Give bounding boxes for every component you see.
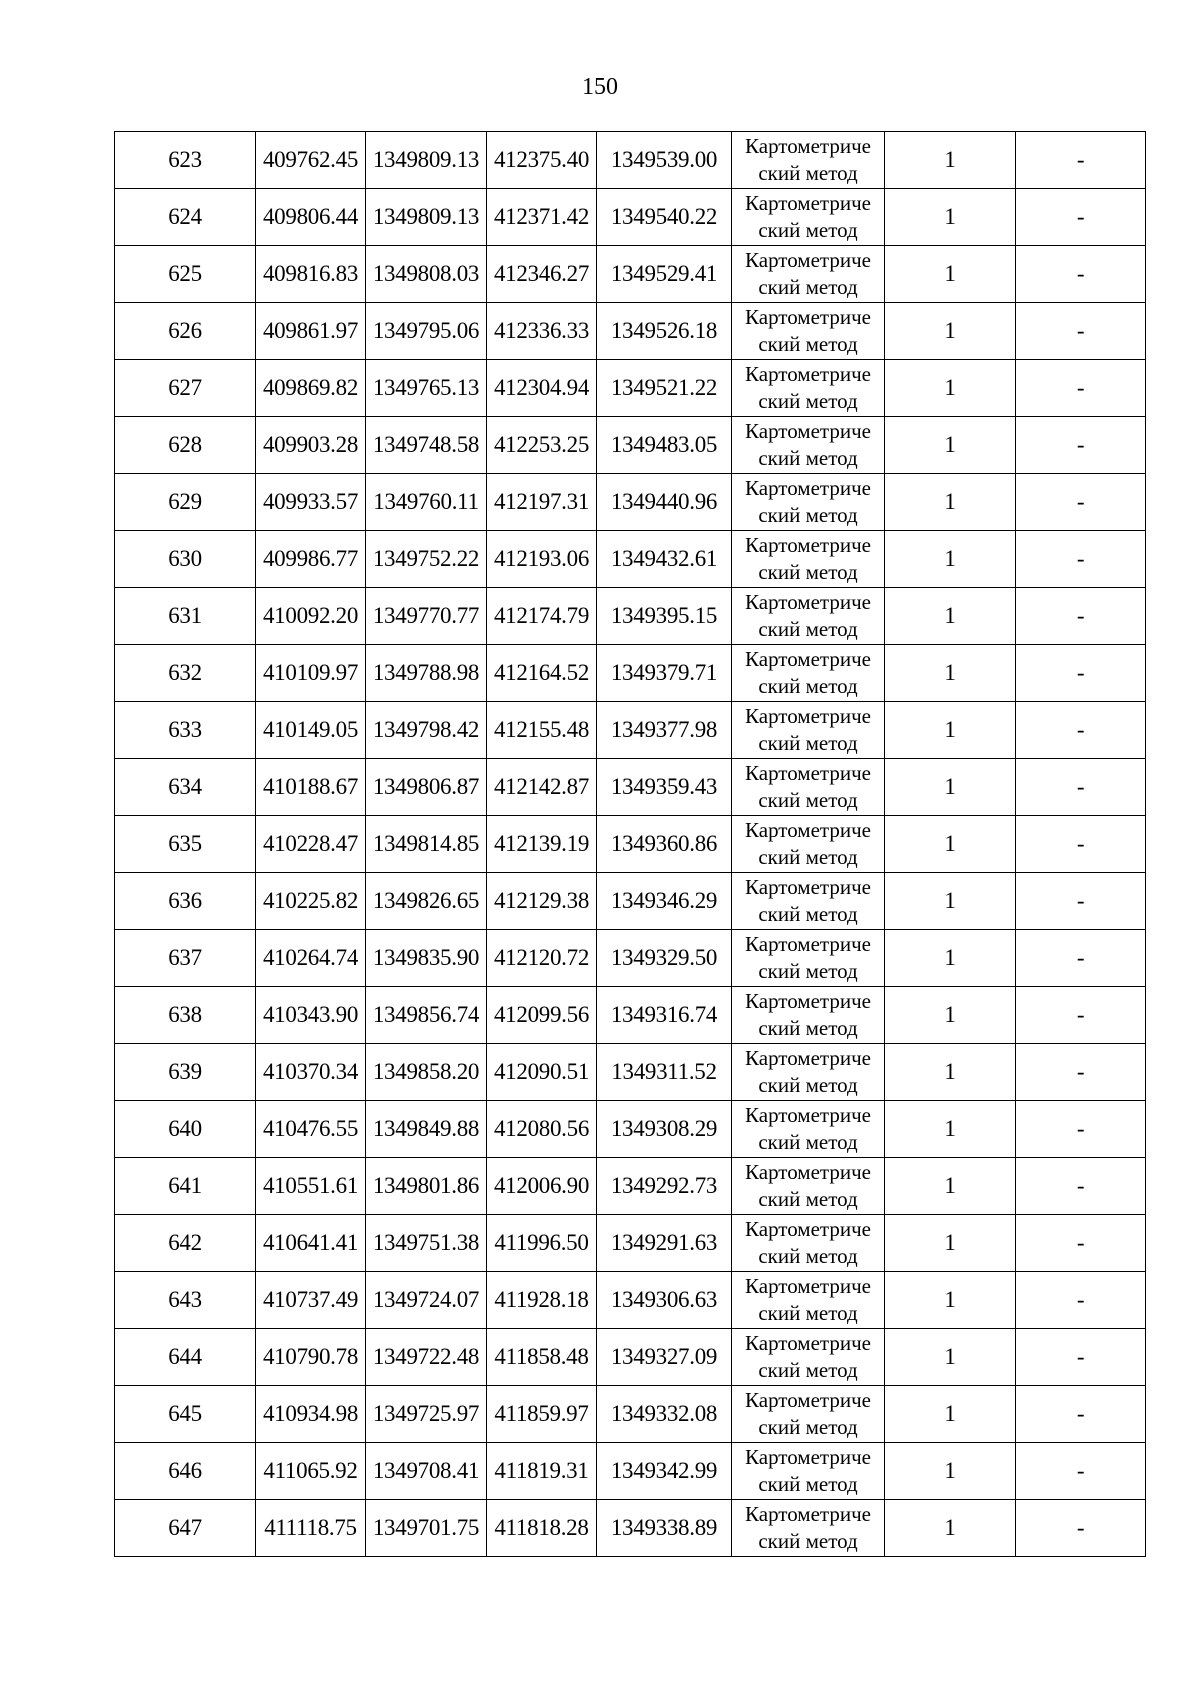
method-text-line-2: ский метод [758, 1073, 858, 1097]
accuracy-cell: 1 [885, 930, 1016, 987]
accuracy-cell: 1 [885, 588, 1016, 645]
method-text-line-1: Картометриче [745, 191, 871, 215]
accuracy-cell: 1 [885, 189, 1016, 246]
note-cell: - [1016, 1044, 1146, 1101]
y1-coordinate-cell: 1349826.65 [366, 873, 487, 930]
method-cell [732, 1386, 885, 1443]
x2-coordinate-cell: 412129.38 [487, 873, 597, 930]
y1-coordinate-cell: 1349801.86 [366, 1158, 487, 1215]
method-text-line-2: ский метод [758, 1187, 858, 1211]
note-cell: - [1016, 645, 1146, 702]
x2-coordinate-cell: 412253.25 [487, 417, 597, 474]
y2-coordinate-cell: 1349338.89 [597, 1500, 732, 1557]
accuracy-cell: 1 [885, 702, 1016, 759]
note-cell: - [1016, 873, 1146, 930]
x1-coordinate-cell: 410934.98 [256, 1386, 366, 1443]
method-cell [732, 1443, 885, 1500]
y1-coordinate-cell: 1349752.22 [366, 531, 487, 588]
table-row [115, 132, 1146, 189]
y1-coordinate-cell: 1349725.97 [366, 1386, 487, 1443]
method-cell [732, 873, 885, 930]
method-cell [732, 246, 885, 303]
method-text-line-1: Картометриче [745, 362, 871, 386]
y2-coordinate-cell: 1349395.15 [597, 588, 732, 645]
x1-coordinate-cell: 409861.97 [256, 303, 366, 360]
x1-coordinate-cell: 409869.82 [256, 360, 366, 417]
table-row [115, 1101, 1146, 1158]
y2-coordinate-cell: 1349379.71 [597, 645, 732, 702]
x2-coordinate-cell: 412346.27 [487, 246, 597, 303]
y2-coordinate-cell: 1349291.63 [597, 1215, 732, 1272]
y1-coordinate-cell: 1349701.75 [366, 1500, 487, 1557]
table-row [115, 1500, 1146, 1557]
accuracy-cell: 1 [885, 987, 1016, 1044]
accuracy-cell: 1 [885, 360, 1016, 417]
y2-coordinate-cell: 1349332.08 [597, 1386, 732, 1443]
y2-coordinate-cell: 1349529.41 [597, 246, 732, 303]
x1-coordinate-cell: 410228.47 [256, 816, 366, 873]
method-cell [732, 360, 885, 417]
y1-coordinate-cell: 1349795.06 [366, 303, 487, 360]
note-cell: - [1016, 1443, 1146, 1500]
table-row [115, 189, 1146, 246]
y2-coordinate-cell: 1349311.52 [597, 1044, 732, 1101]
method-text-line-2: ский метод [758, 845, 858, 869]
point-number-cell: 629 [115, 474, 256, 531]
method-text-line-1: Картометриче [745, 248, 871, 272]
accuracy-cell: 1 [885, 1215, 1016, 1272]
accuracy-cell: 1 [885, 474, 1016, 531]
x2-coordinate-cell: 412193.06 [487, 531, 597, 588]
method-text-line-2: ский метод [758, 617, 858, 641]
y2-coordinate-cell: 1349342.99 [597, 1443, 732, 1500]
note-cell: - [1016, 360, 1146, 417]
method-cell [732, 303, 885, 360]
method-text-line-2: ский метод [758, 1016, 858, 1040]
y1-coordinate-cell: 1349856.74 [366, 987, 487, 1044]
table-row [115, 417, 1146, 474]
x1-coordinate-cell: 410188.67 [256, 759, 366, 816]
y1-coordinate-cell: 1349858.20 [366, 1044, 487, 1101]
note-cell: - [1016, 303, 1146, 360]
method-text-line-1: Картометриче [745, 932, 871, 956]
y2-coordinate-cell: 1349440.96 [597, 474, 732, 531]
x1-coordinate-cell: 410737.49 [256, 1272, 366, 1329]
method-text-line-2: ский метод [758, 959, 858, 983]
method-text-line-1: Картометриче [745, 1274, 871, 1298]
point-number-cell: 628 [115, 417, 256, 474]
method-text-line-2: ский метод [758, 1244, 858, 1268]
method-cell [732, 132, 885, 189]
accuracy-cell: 1 [885, 873, 1016, 930]
note-cell: - [1016, 1500, 1146, 1557]
point-number-cell: 624 [115, 189, 256, 246]
point-number-cell: 643 [115, 1272, 256, 1329]
accuracy-cell: 1 [885, 1386, 1016, 1443]
accuracy-cell: 1 [885, 645, 1016, 702]
method-cell [732, 759, 885, 816]
method-cell [732, 816, 885, 873]
table-row [115, 930, 1146, 987]
method-text-line-2: ский метод [758, 1358, 858, 1382]
accuracy-cell: 1 [885, 1272, 1016, 1329]
y2-coordinate-cell: 1349360.86 [597, 816, 732, 873]
accuracy-cell: 1 [885, 1500, 1016, 1557]
accuracy-cell: 1 [885, 531, 1016, 588]
x1-coordinate-cell: 410476.55 [256, 1101, 366, 1158]
accuracy-cell: 1 [885, 246, 1016, 303]
point-number-cell: 637 [115, 930, 256, 987]
x2-coordinate-cell: 411818.28 [487, 1500, 597, 1557]
y1-coordinate-cell: 1349849.88 [366, 1101, 487, 1158]
note-cell: - [1016, 987, 1146, 1044]
table-row [115, 246, 1146, 303]
method-cell [732, 1500, 885, 1557]
note-cell: - [1016, 1158, 1146, 1215]
x2-coordinate-cell: 412139.19 [487, 816, 597, 873]
x1-coordinate-cell: 409816.83 [256, 246, 366, 303]
method-text-line-1: Картометриче [745, 989, 871, 1013]
x2-coordinate-cell: 412155.48 [487, 702, 597, 759]
x1-coordinate-cell: 410264.74 [256, 930, 366, 987]
note-cell: - [1016, 1329, 1146, 1386]
method-cell [732, 1101, 885, 1158]
note-cell: - [1016, 588, 1146, 645]
y1-coordinate-cell: 1349722.48 [366, 1329, 487, 1386]
method-text-line-2: ский метод [758, 1415, 858, 1439]
point-number-cell: 623 [115, 132, 256, 189]
method-text-line-2: ский метод [758, 389, 858, 413]
method-text-line-1: Картометриче [745, 818, 871, 842]
method-text-line-2: ский метод [758, 731, 858, 755]
method-cell [732, 189, 885, 246]
table-row [115, 303, 1146, 360]
table-row [115, 645, 1146, 702]
x2-coordinate-cell: 412164.52 [487, 645, 597, 702]
x1-coordinate-cell: 410641.41 [256, 1215, 366, 1272]
note-cell: - [1016, 930, 1146, 987]
accuracy-cell: 1 [885, 303, 1016, 360]
y2-coordinate-cell: 1349292.73 [597, 1158, 732, 1215]
y1-coordinate-cell: 1349708.41 [366, 1443, 487, 1500]
page-number: 150 [582, 74, 618, 100]
table-row [115, 1044, 1146, 1101]
y2-coordinate-cell: 1349308.29 [597, 1101, 732, 1158]
x2-coordinate-cell: 412336.33 [487, 303, 597, 360]
method-text-line-2: ский метод [758, 1301, 858, 1325]
x1-coordinate-cell: 411118.75 [256, 1500, 366, 1557]
y2-coordinate-cell: 1349526.18 [597, 303, 732, 360]
note-cell: - [1016, 132, 1146, 189]
y2-coordinate-cell: 1349327.09 [597, 1329, 732, 1386]
y2-coordinate-cell: 1349316.74 [597, 987, 732, 1044]
y2-coordinate-cell: 1349329.50 [597, 930, 732, 987]
method-cell [732, 531, 885, 588]
x1-coordinate-cell: 410109.97 [256, 645, 366, 702]
table-row [115, 987, 1146, 1044]
note-cell: - [1016, 417, 1146, 474]
point-number-cell: 626 [115, 303, 256, 360]
method-text-line-1: Картометриче [745, 533, 871, 557]
table-row [115, 702, 1146, 759]
x2-coordinate-cell: 411859.97 [487, 1386, 597, 1443]
note-cell: - [1016, 246, 1146, 303]
accuracy-cell: 1 [885, 759, 1016, 816]
x2-coordinate-cell: 412080.56 [487, 1101, 597, 1158]
x1-coordinate-cell: 409762.45 [256, 132, 366, 189]
note-cell: - [1016, 1272, 1146, 1329]
method-text-line-1: Картометриче [745, 1160, 871, 1184]
table-row [115, 1158, 1146, 1215]
method-text-line-1: Картометриче [745, 476, 871, 500]
note-cell: - [1016, 759, 1146, 816]
x2-coordinate-cell: 412174.79 [487, 588, 597, 645]
note-cell: - [1016, 531, 1146, 588]
y1-coordinate-cell: 1349809.13 [366, 189, 487, 246]
point-number-cell: 646 [115, 1443, 256, 1500]
method-text-line-1: Картометриче [745, 875, 871, 899]
method-text-line-2: ский метод [758, 788, 858, 812]
point-number-cell: 645 [115, 1386, 256, 1443]
table-row [115, 1272, 1146, 1329]
method-text-line-2: ский метод [758, 503, 858, 527]
y2-coordinate-cell: 1349377.98 [597, 702, 732, 759]
note-cell: - [1016, 816, 1146, 873]
accuracy-cell: 1 [885, 132, 1016, 189]
point-number-cell: 625 [115, 246, 256, 303]
x2-coordinate-cell: 412120.72 [487, 930, 597, 987]
y1-coordinate-cell: 1349809.13 [366, 132, 487, 189]
point-number-cell: 632 [115, 645, 256, 702]
point-number-cell: 638 [115, 987, 256, 1044]
method-text-line-2: ский метод [758, 161, 858, 185]
method-cell [732, 1272, 885, 1329]
table-row [115, 531, 1146, 588]
accuracy-cell: 1 [885, 1329, 1016, 1386]
table-row [115, 1329, 1146, 1386]
method-text-line-2: ский метод [758, 902, 858, 926]
y1-coordinate-cell: 1349751.38 [366, 1215, 487, 1272]
point-number-cell: 647 [115, 1500, 256, 1557]
y1-coordinate-cell: 1349806.87 [366, 759, 487, 816]
y1-coordinate-cell: 1349798.42 [366, 702, 487, 759]
x1-coordinate-cell: 410370.34 [256, 1044, 366, 1101]
method-text-line-1: Картометриче [745, 647, 871, 671]
note-cell: - [1016, 474, 1146, 531]
method-text-line-1: Картометриче [745, 1103, 871, 1127]
x1-coordinate-cell: 410225.82 [256, 873, 366, 930]
method-text-line-2: ский метод [758, 1130, 858, 1154]
y1-coordinate-cell: 1349788.98 [366, 645, 487, 702]
x2-coordinate-cell: 412371.42 [487, 189, 597, 246]
y2-coordinate-cell: 1349540.22 [597, 189, 732, 246]
coordinates-table [114, 131, 1146, 1557]
method-text-line-1: Картометриче [745, 1502, 871, 1526]
table-row [115, 588, 1146, 645]
x2-coordinate-cell: 412142.87 [487, 759, 597, 816]
method-cell [732, 1044, 885, 1101]
method-cell [732, 645, 885, 702]
point-number-cell: 639 [115, 1044, 256, 1101]
y2-coordinate-cell: 1349432.61 [597, 531, 732, 588]
point-number-cell: 642 [115, 1215, 256, 1272]
y1-coordinate-cell: 1349724.07 [366, 1272, 487, 1329]
point-number-cell: 635 [115, 816, 256, 873]
method-text-line-2: ский метод [758, 218, 858, 242]
y1-coordinate-cell: 1349748.58 [366, 417, 487, 474]
y1-coordinate-cell: 1349760.11 [366, 474, 487, 531]
method-text-line-1: Картометриче [745, 1445, 871, 1469]
accuracy-cell: 1 [885, 816, 1016, 873]
method-text-line-1: Картометриче [745, 134, 871, 158]
accuracy-cell: 1 [885, 417, 1016, 474]
note-cell: - [1016, 189, 1146, 246]
method-text-line-1: Картометриче [745, 1388, 871, 1412]
method-cell [732, 1329, 885, 1386]
x2-coordinate-cell: 412197.31 [487, 474, 597, 531]
x1-coordinate-cell: 409933.57 [256, 474, 366, 531]
method-text-line-2: ский метод [758, 1472, 858, 1496]
accuracy-cell: 1 [885, 1443, 1016, 1500]
table-row [115, 1443, 1146, 1500]
table-row [115, 816, 1146, 873]
y2-coordinate-cell: 1349521.22 [597, 360, 732, 417]
method-text-line-1: Картометриче [745, 1331, 871, 1355]
x2-coordinate-cell: 412090.51 [487, 1044, 597, 1101]
method-text-line-1: Картометриче [745, 1046, 871, 1070]
accuracy-cell: 1 [885, 1044, 1016, 1101]
table-row [115, 873, 1146, 930]
method-cell [732, 417, 885, 474]
point-number-cell: 634 [115, 759, 256, 816]
y2-coordinate-cell: 1349346.29 [597, 873, 732, 930]
y1-coordinate-cell: 1349765.13 [366, 360, 487, 417]
method-text-line-2: ский метод [758, 275, 858, 299]
x1-coordinate-cell: 410343.90 [256, 987, 366, 1044]
accuracy-cell: 1 [885, 1158, 1016, 1215]
method-text-line-2: ский метод [758, 446, 858, 470]
point-number-cell: 631 [115, 588, 256, 645]
method-text-line-1: Картометриче [745, 305, 871, 329]
x2-coordinate-cell: 412304.94 [487, 360, 597, 417]
point-number-cell: 640 [115, 1101, 256, 1158]
table-body [115, 132, 1146, 1557]
y2-coordinate-cell: 1349539.00 [597, 132, 732, 189]
table-row [115, 759, 1146, 816]
x2-coordinate-cell: 411819.31 [487, 1443, 597, 1500]
x1-coordinate-cell: 410551.61 [256, 1158, 366, 1215]
note-cell: - [1016, 1215, 1146, 1272]
method-cell [732, 588, 885, 645]
y1-coordinate-cell: 1349770.77 [366, 588, 487, 645]
table-row [115, 1215, 1146, 1272]
y2-coordinate-cell: 1349359.43 [597, 759, 732, 816]
table-row [115, 474, 1146, 531]
method-text-line-2: ский метод [758, 1529, 858, 1553]
method-cell [732, 930, 885, 987]
method-text-line-2: ский метод [758, 332, 858, 356]
point-number-cell: 636 [115, 873, 256, 930]
x2-coordinate-cell: 412099.56 [487, 987, 597, 1044]
method-cell [732, 1215, 885, 1272]
method-cell [732, 987, 885, 1044]
point-number-cell: 630 [115, 531, 256, 588]
y1-coordinate-cell: 1349814.85 [366, 816, 487, 873]
note-cell: - [1016, 702, 1146, 759]
point-number-cell: 633 [115, 702, 256, 759]
point-number-cell: 641 [115, 1158, 256, 1215]
method-cell [732, 702, 885, 759]
method-text-line-2: ский метод [758, 674, 858, 698]
point-number-cell: 627 [115, 360, 256, 417]
method-text-line-1: Картометриче [745, 590, 871, 614]
method-text-line-2: ский метод [758, 560, 858, 584]
y1-coordinate-cell: 1349835.90 [366, 930, 487, 987]
x1-coordinate-cell: 410092.20 [256, 588, 366, 645]
x2-coordinate-cell: 411858.48 [487, 1329, 597, 1386]
note-cell: - [1016, 1101, 1146, 1158]
x1-coordinate-cell: 410790.78 [256, 1329, 366, 1386]
x1-coordinate-cell: 409986.77 [256, 531, 366, 588]
point-number-cell: 644 [115, 1329, 256, 1386]
method-text-line-1: Картометриче [745, 1217, 871, 1241]
y1-coordinate-cell: 1349808.03 [366, 246, 487, 303]
y2-coordinate-cell: 1349483.05 [597, 417, 732, 474]
x2-coordinate-cell: 412006.90 [487, 1158, 597, 1215]
method-text-line-1: Картометриче [745, 761, 871, 785]
x1-coordinate-cell: 411065.92 [256, 1443, 366, 1500]
x2-coordinate-cell: 411928.18 [487, 1272, 597, 1329]
x1-coordinate-cell: 410149.05 [256, 702, 366, 759]
x2-coordinate-cell: 411996.50 [487, 1215, 597, 1272]
method-text-line-1: Картометриче [745, 419, 871, 443]
method-text-line-1: Картометриче [745, 704, 871, 728]
accuracy-cell: 1 [885, 1101, 1016, 1158]
note-cell: - [1016, 1386, 1146, 1443]
x1-coordinate-cell: 409903.28 [256, 417, 366, 474]
method-cell [732, 1158, 885, 1215]
x1-coordinate-cell: 409806.44 [256, 189, 366, 246]
method-cell [732, 474, 885, 531]
table-row [115, 360, 1146, 417]
x2-coordinate-cell: 412375.40 [487, 132, 597, 189]
y2-coordinate-cell: 1349306.63 [597, 1272, 732, 1329]
table-row [115, 1386, 1146, 1443]
